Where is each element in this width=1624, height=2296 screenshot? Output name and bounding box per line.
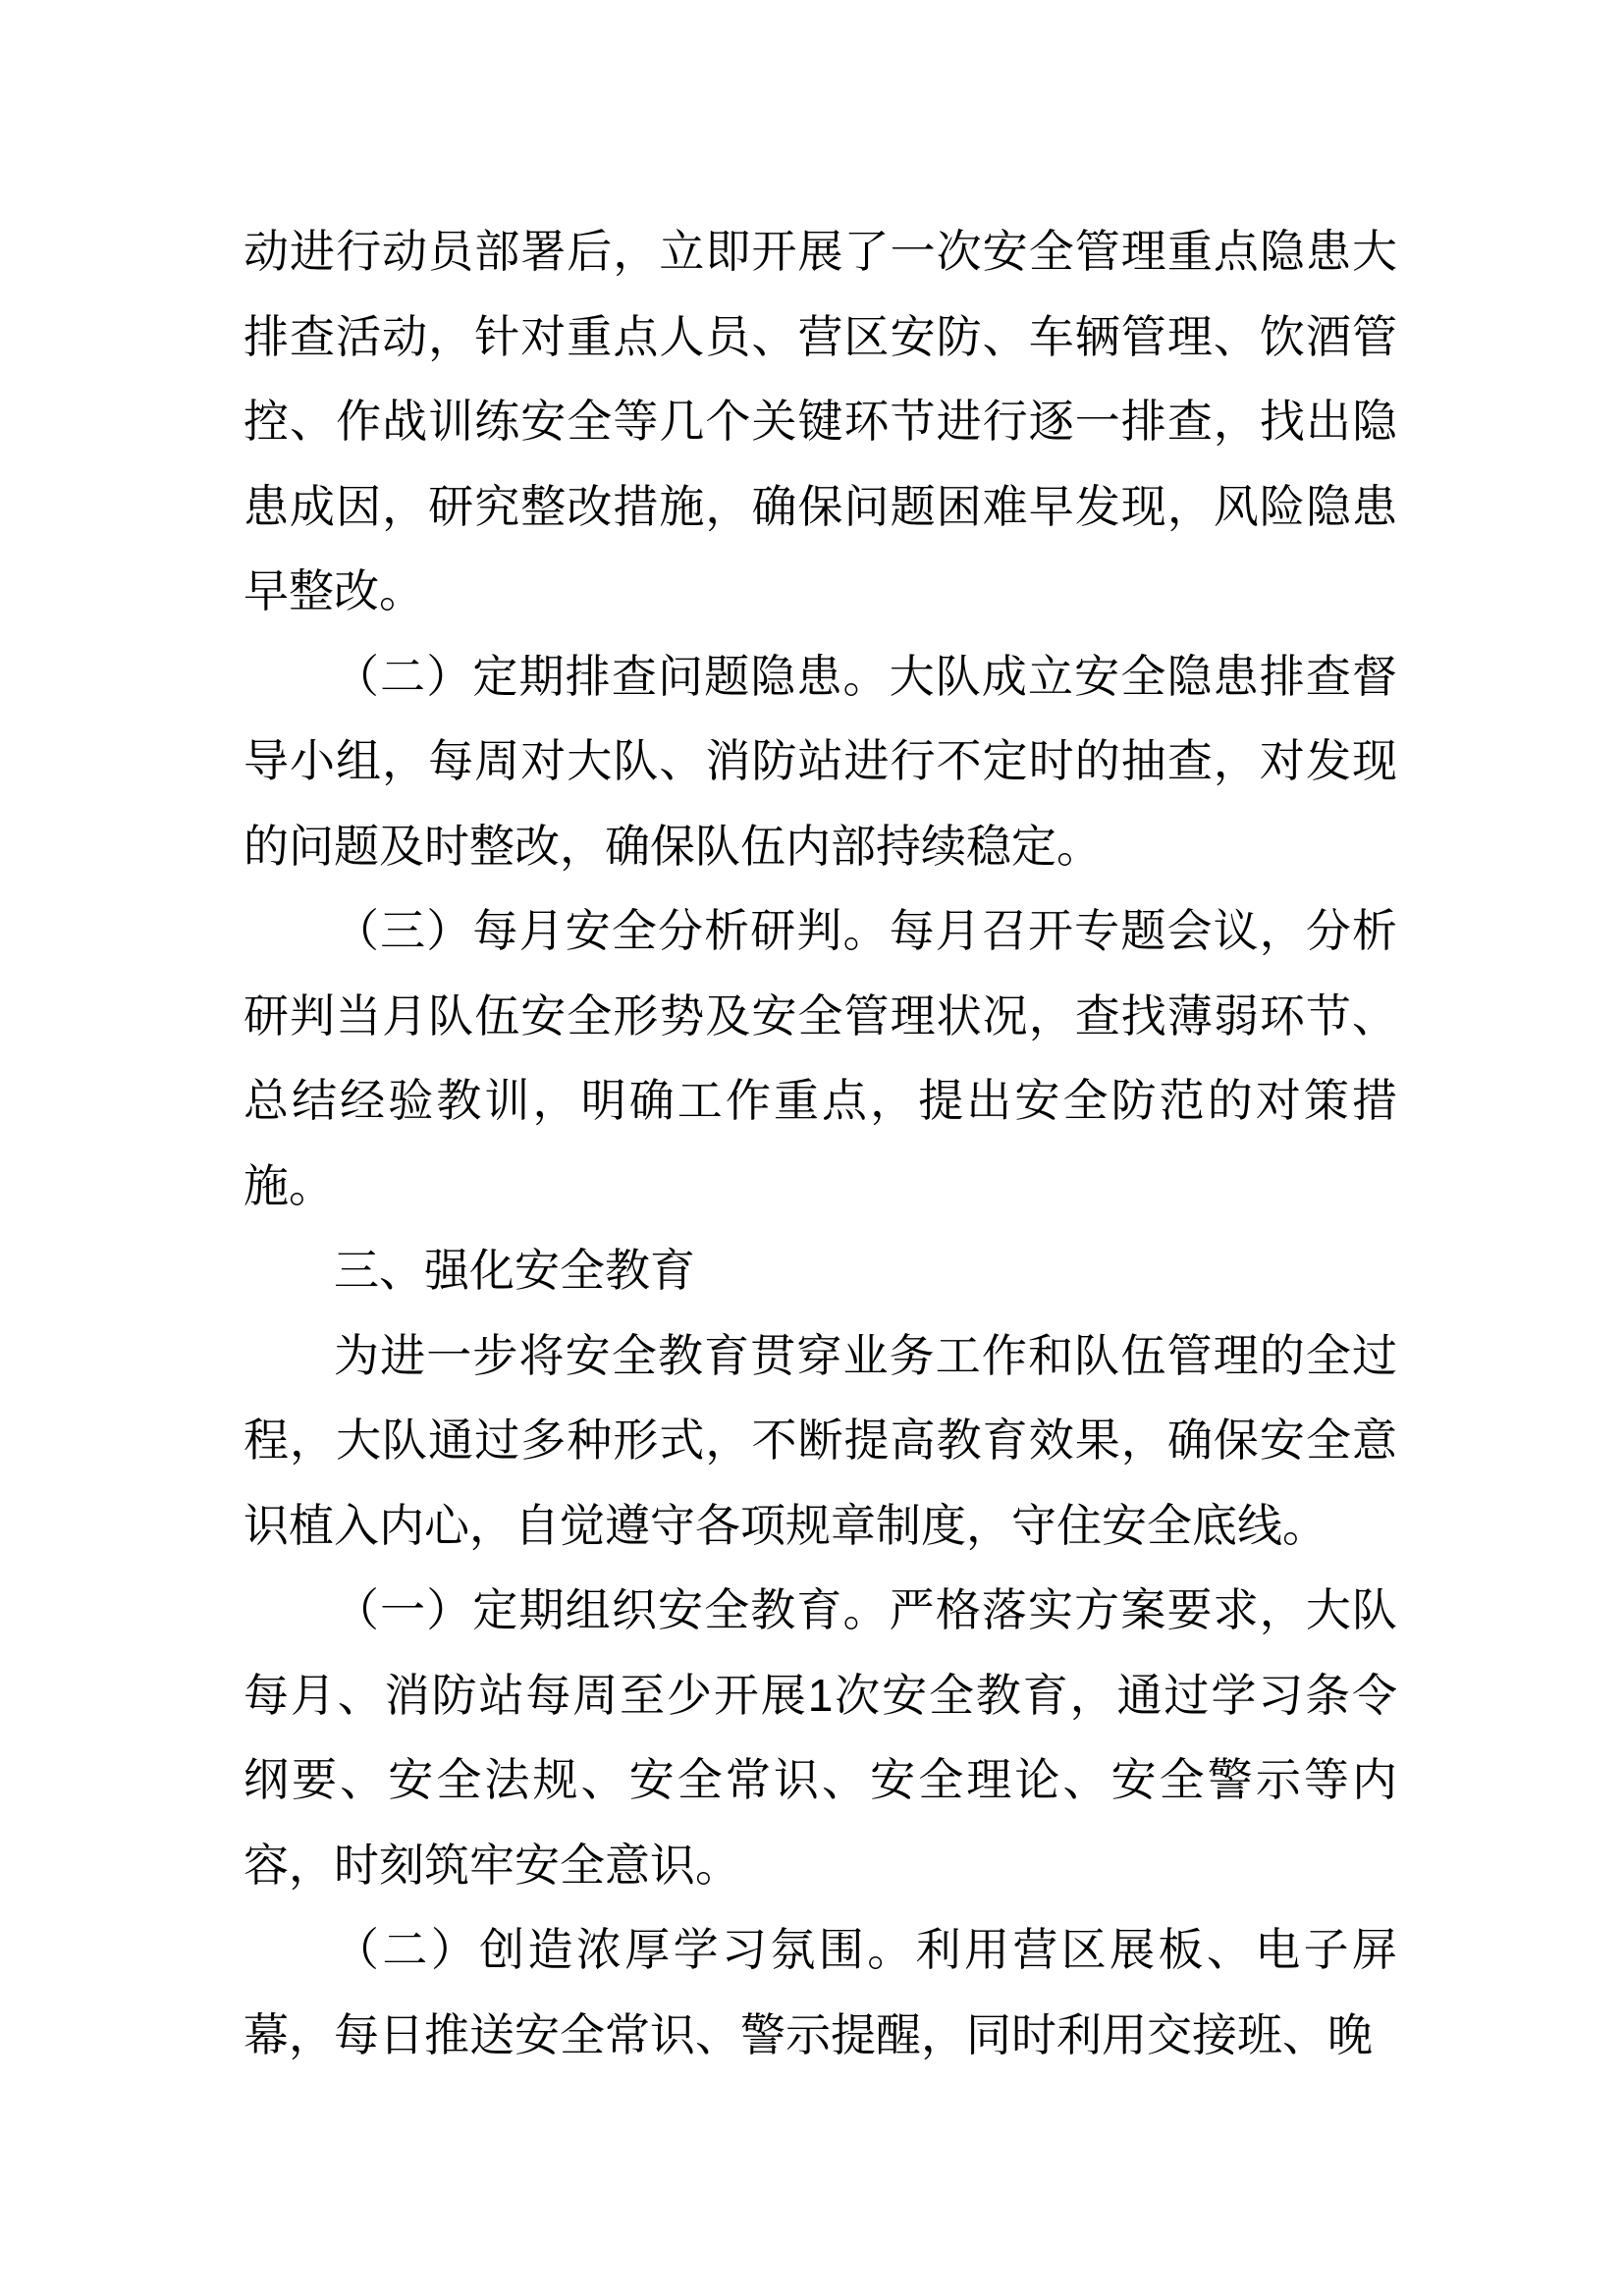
section-heading: 三、强化安全教育 [334,1245,695,1296]
paragraph: （二）创造浓厚学习氛围。利用营区展板、电子屏幕，每日推送安全常识、警示提醒，同时利用交接班、晚 [244,1924,1397,2060]
document-body [244,209,1397,2077]
paragraph: （三）每月安全分析研判。每月召开专题会议，分析研判当月队伍安全形势及安全管理状况，查找薄弱环节、总结经验教训，明确工作重点，提出安全防范的对策措施。 [244,905,1397,1211]
paragraph: 动进行动员部署后，立即开展了一次安全管理重点隐患大排查活动，针对重点人员、营区安防、车辆管理、饮酒管控、作战训练安全等几个关键环节进行逐一排查，找出隐患成因，研究整改措施，确保问题困难早发现，风险隐患早整改。 [244,226,1397,616]
paragraph: （二）定期排查问题隐患。大队成立安全隐患排查督导小组，每周对大队、消防站进行不定时的抽查，对发现的问题及时整改，确保队伍内部持续稳定。 [244,650,1397,872]
paragraph: （一）定期组织安全教育。严格落实方案要求，大队每月、消防站每周至少开展1次安全教育，通过学习条令纲要、安全法规、安全常识、安全理论、安全警示等内容，时刻筑牢安全意识。 [244,1584,1397,1891]
paragraph: 为进一步将安全教育贯穿业务工作和队伍管理的全过程，大队通过多种形式，不断提高教育效果，确保安全意识植入内心，自觉遵守各项规章制度，守住安全底线。 [244,1329,1397,1551]
